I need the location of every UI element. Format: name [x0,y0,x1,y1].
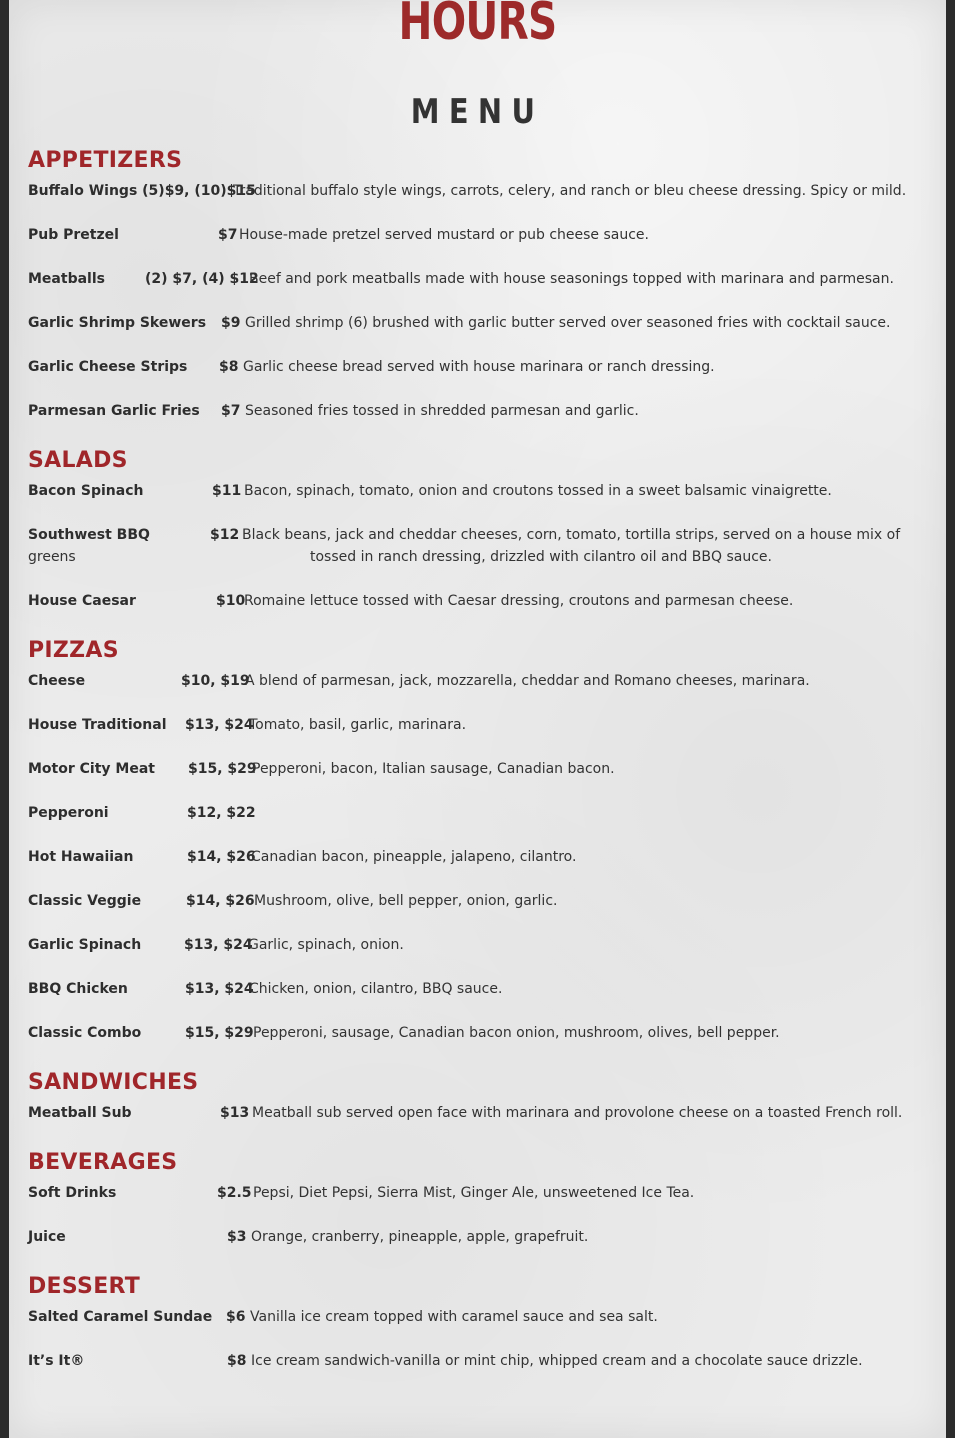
item-desc: Pepsi, Diet Pepsi, Sierra Mist, Ginger Ale, unsweetened Ice Tea. [253,1185,695,1201]
item-desc: Bacon, spinach, tomato, onion and croutons tossed in a sweet balsamic vinaigrette. [244,483,832,499]
item-desc: Garlic cheese bread served with house marinara or ranch dressing. [243,359,715,375]
item-name: Classic Veggie [28,893,142,909]
item-price: $15, $29 [185,1025,254,1041]
item-name: Motor City Meat [28,761,155,777]
section-title-appetizers: APPETIZERS [28,148,183,173]
item-name: Soft Drinks [28,1185,117,1201]
item-price: $13, $24 [185,717,254,733]
item-price: $10, $19 [181,673,250,689]
item-desc: Black beans, jack and cheddar cheeses, corn, tomato, tortilla strips, served on a house mix of [242,527,901,543]
item-price: $15, $29 [188,761,257,777]
section-title-sandwiches: SANDWICHES [28,1070,199,1095]
item-price: $2.5 [217,1185,252,1201]
item-desc: Canadian bacon, pineapple, jalapeno, cilantro. [251,849,577,865]
item-price: $6 [226,1309,246,1325]
item-price: $13, $24 [185,981,254,997]
menu-heading: MENU [410,92,545,132]
item-price: $13, $24 [184,937,253,953]
item-desc: Beef and pork meatballs made with house seasonings topped with marinara and parmesan. [249,271,894,287]
item-name: Southwest BBQ [28,527,150,543]
item-name: Garlic Spinach [28,937,142,953]
item-price: (2) $7, (4) $12 [145,271,259,287]
item-price: $7 [218,227,238,243]
item-name: Garlic Cheese Strips [28,359,188,375]
item-name: Juice [28,1229,66,1245]
item-desc: House-made pretzel served mustard or pub cheese sauce. [239,227,649,243]
item-name: Salted Caramel Sundae [28,1309,213,1325]
item-price: $8 [227,1353,247,1369]
item-desc: Traditional buffalo style wings, carrots, celery, and ranch or bleu cheese dressing. Spicy or mild. [233,183,907,199]
section-title-dessert: DESSERT [28,1274,141,1299]
item-name: Parmesan Garlic Fries [28,403,200,419]
item-name: Meatball Sub [28,1105,132,1121]
item-name: Cheese [28,673,86,689]
item-desc: Mushroom, olive, bell pepper, onion, garlic. [254,893,558,909]
item-price: $12 [210,527,240,543]
item-name: Meatballs [28,271,105,287]
item-desc: Orange, cranberry, pineapple, apple, grapefruit. [251,1229,589,1245]
item-name: Buffalo Wings (5)$9, (10)$15 [28,183,256,199]
item-name-continued: greens [28,549,76,565]
item-price: $8 [219,359,239,375]
item-desc-continued: tossed in ranch dressing, drizzled with cilantro oil and BBQ sauce. [310,549,772,565]
item-desc: A blend of parmesan, jack, mozzarella, cheddar and Romano cheeses, marinara. [245,673,810,689]
item-name: Pepperoni [28,805,109,821]
hours-heading: HOURS [398,0,557,52]
item-price: $14, $26 [187,849,256,865]
item-desc: Chicken, onion, cilantro, BBQ sauce. [249,981,503,997]
item-name: BBQ Chicken [28,981,128,997]
item-price: $9 [221,315,241,331]
item-desc: Vanilla ice cream topped with caramel sauce and sea salt. [250,1309,658,1325]
item-desc: Pepperoni, sausage, Canadian bacon onion, mushroom, olives, bell pepper. [253,1025,780,1041]
item-price: $11 [212,483,242,499]
item-name: Garlic Shrimp Skewers [28,315,207,331]
item-desc: Meatball sub served open face with marinara and provolone cheese on a toasted French roll. [252,1105,903,1121]
item-name: Hot Hawaiian [28,849,134,865]
item-desc: Grilled shrimp (6) brushed with garlic butter served over seasoned fries with cocktail sauce. [245,315,891,331]
item-price: $10 [216,593,246,609]
item-price: $14, $26 [186,893,255,909]
item-name: It’s It® [28,1353,85,1369]
item-desc: Garlic, spinach, onion. [248,937,404,953]
item-desc: Romaine lettuce tossed with Caesar dressing, croutons and parmesan cheese. [244,593,794,609]
item-name: House Caesar [28,593,136,609]
item-price: $13 [220,1105,250,1121]
item-price: $12, $22 [187,805,256,821]
item-name: House Traditional [28,717,167,733]
item-name: Pub Pretzel [28,227,119,243]
item-name: Classic Combo [28,1025,142,1041]
item-desc: Pepperoni, bacon, Italian sausage, Canadian bacon. [252,761,615,777]
section-title-beverages: BEVERAGES [28,1150,178,1175]
item-price: $3 [227,1229,247,1245]
item-desc: Tomato, basil, garlic, marinara. [249,717,467,733]
section-title-pizzas: PIZZAS [28,638,119,663]
item-price: $7 [221,403,241,419]
item-desc: Seasoned fries tossed in shredded parmesan and garlic. [245,403,639,419]
section-title-salads: SALADS [28,448,128,473]
item-desc: Ice cream sandwich-vanilla or mint chip, whipped cream and a chocolate sauce drizzle. [251,1353,863,1369]
item-name: Bacon Spinach [28,483,144,499]
